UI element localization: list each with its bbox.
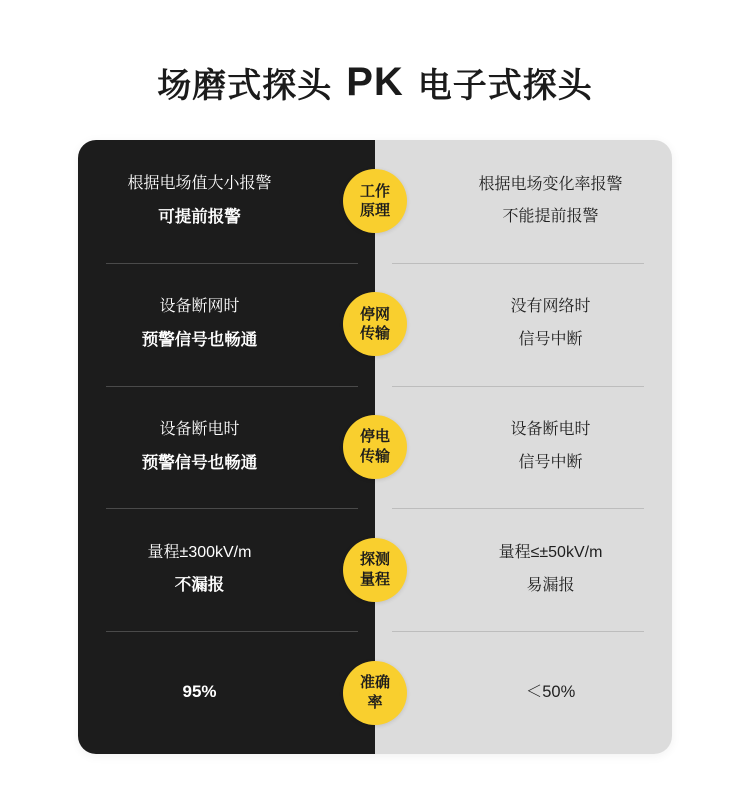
row-badge (343, 292, 407, 356)
row-left-value: 95% (182, 682, 217, 702)
row-badge-line2: 传输 (359, 325, 390, 343)
row-right-cell (375, 418, 672, 476)
row-divider-right (392, 508, 644, 509)
row-badge-line2: 传输 (359, 447, 390, 465)
title-pk-label: PK (346, 60, 404, 104)
row-right-value: ＜50% (525, 682, 576, 701)
row-right-line2: 易漏报 (526, 576, 575, 594)
row-badge (343, 661, 407, 725)
comparison-rows (78, 140, 672, 754)
row-badge-line1: 探测 (359, 551, 390, 569)
row-badge (343, 415, 407, 479)
row-right-cell (375, 173, 672, 231)
row-left-line2: 不漏报 (174, 576, 225, 595)
row-badge-line1: 停网 (359, 305, 390, 323)
row-left-line1: 根据电场值大小报警 (127, 175, 272, 193)
row-left-cell (78, 418, 375, 476)
row-divider-left (106, 386, 358, 387)
row-right-line1: 设备断电时 (510, 421, 591, 439)
row-right-line2: 不能提前报警 (502, 208, 599, 226)
row-divider-right (392, 386, 644, 387)
title-right-product: 电子式探头 (417, 67, 593, 105)
row-right-line2: 信号中断 (518, 331, 583, 349)
row-badge-line2: 率 (367, 693, 383, 711)
row-divider-left (106, 263, 358, 264)
comparison-row (78, 508, 672, 631)
row-left-cell (78, 541, 375, 599)
row-right-cell (375, 680, 672, 706)
comparison-row (78, 631, 672, 754)
row-left-line2: 预警信号也畅通 (141, 453, 258, 472)
row-right-line1: 没有网络时 (510, 298, 591, 316)
row-left-line1: 设备断电时 (159, 420, 240, 438)
row-right-line2: 信号中断 (518, 453, 583, 471)
row-left-cell (78, 679, 375, 705)
row-left-line1: 设备断网时 (159, 298, 240, 316)
row-badge-line1: 准确 (359, 674, 390, 692)
row-right-cell (375, 295, 672, 353)
page-title (0, 58, 750, 107)
row-divider-right (392, 263, 644, 264)
row-badge-line2: 原理 (359, 202, 390, 220)
row-badge (343, 538, 407, 602)
row-badge-line2: 量程 (359, 570, 390, 588)
row-right-line1: 根据电场变化率报警 (478, 175, 623, 193)
row-left-line2: 预警信号也畅通 (141, 330, 258, 349)
row-divider-left (106, 508, 358, 509)
row-right-line1: 量程≤±50kV/m (498, 543, 603, 561)
comparison-row (78, 140, 672, 263)
comparison-row (78, 386, 672, 509)
comparison-row (78, 263, 672, 386)
row-badge-line1: 停电 (359, 428, 390, 446)
title-left-product: 场磨式探头 (157, 67, 333, 105)
row-divider-left (106, 631, 358, 632)
row-left-line2: 可提前报警 (158, 208, 241, 227)
row-badge-line1: 工作 (359, 182, 390, 200)
row-divider-right (392, 631, 644, 632)
row-left-cell (78, 295, 375, 353)
row-left-line1: 量程±300kV/m (147, 543, 252, 561)
row-left-cell (78, 172, 375, 230)
row-right-cell (375, 541, 672, 599)
row-badge (343, 169, 407, 233)
